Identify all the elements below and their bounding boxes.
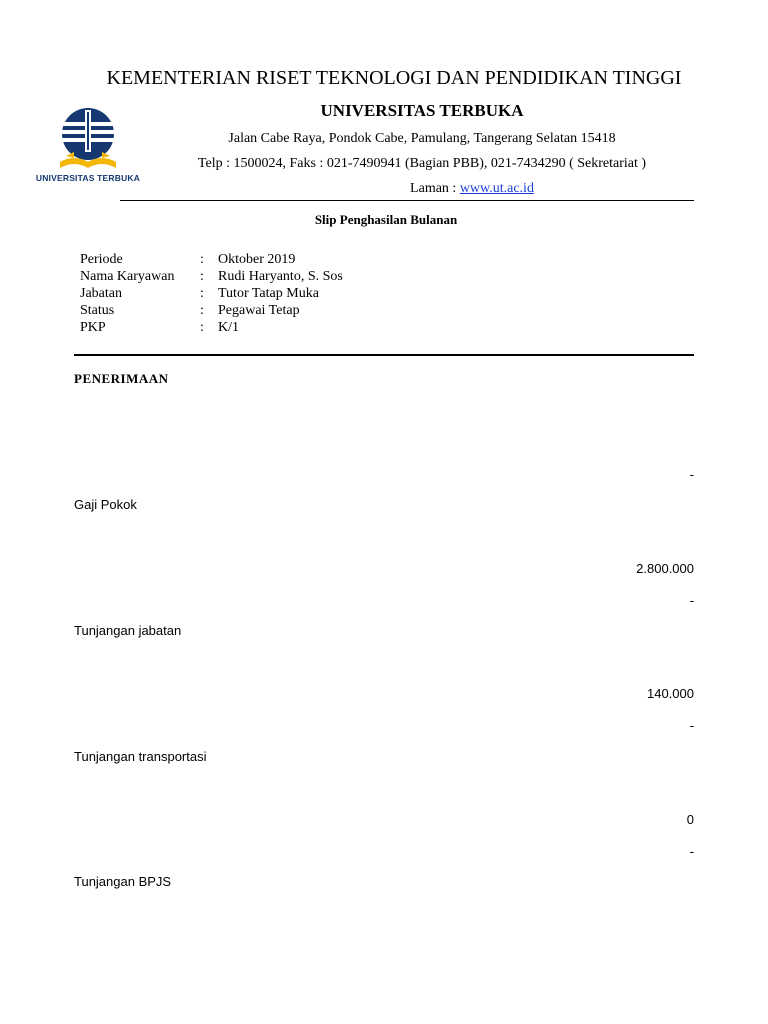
item-label-tunjangan-jabatan: Tunjangan jabatan [74, 623, 182, 638]
item-amount-tunjangan-jabatan: 140.000 [647, 686, 694, 701]
ministry-title: KEMENTERIAN RISET TEKNOLOGI DAN PENDIDIKAN TINGGI [106, 67, 682, 89]
item-dash: - [689, 718, 694, 733]
item-label-tunjangan-bpjs: Tunjangan BPJS [74, 874, 172, 889]
university-name: UNIVERSITAS TERBUKA [320, 101, 524, 120]
item-dash: - [689, 593, 694, 608]
slip-title: Slip Penghasilan Bulanan [314, 212, 458, 227]
phone-line: Telp : 1500024, Faks : 021-7490941 (Bagian PBB), 021-7434290 ( Sekretariat ) [197, 156, 647, 171]
address-line: Jalan Cabe Raya, Pondok Cabe, Pamulang, Tangerang Selatan 15418 [228, 131, 616, 146]
info-value: Oktober 2019 [218, 252, 296, 267]
item-dash: - [689, 844, 694, 859]
info-value: Rudi Haryanto, S. Sos [218, 269, 343, 284]
penerimaan-title: PENERIMAAN [74, 371, 169, 386]
header-divider [120, 200, 694, 201]
info-label: Status [80, 303, 115, 318]
info-colon: : [200, 303, 204, 318]
section-divider [74, 354, 694, 356]
item-amount-gaji-pokok: 2.800.000 [636, 561, 694, 576]
info-label: Nama Karyawan [80, 269, 175, 284]
info-value: K/1 [218, 320, 239, 335]
website-link[interactable]: www.ut.ac.id [459, 181, 534, 196]
item-amount-tunjangan-transportasi: 0 [686, 812, 694, 827]
info-label: Jabatan [80, 286, 122, 301]
info-label: PKP [80, 320, 106, 335]
item-dash: - [689, 467, 694, 482]
info-value: Tutor Tatap Muka [218, 286, 319, 301]
logo-text: UNIVERSITAS TERBUKA [35, 173, 141, 183]
info-colon: : [200, 320, 204, 335]
logo-emblem-icon [60, 108, 116, 168]
info-colon: : [200, 269, 204, 284]
info-value: Pegawai Tetap [218, 303, 300, 318]
info-label: Periode [80, 252, 123, 267]
website-label: Laman : [410, 181, 457, 196]
info-colon: : [200, 286, 204, 301]
item-label-gaji-pokok: Gaji Pokok [74, 497, 137, 512]
info-colon: : [200, 252, 204, 267]
item-label-tunjangan-transportasi: Tunjangan transportasi [74, 749, 207, 764]
